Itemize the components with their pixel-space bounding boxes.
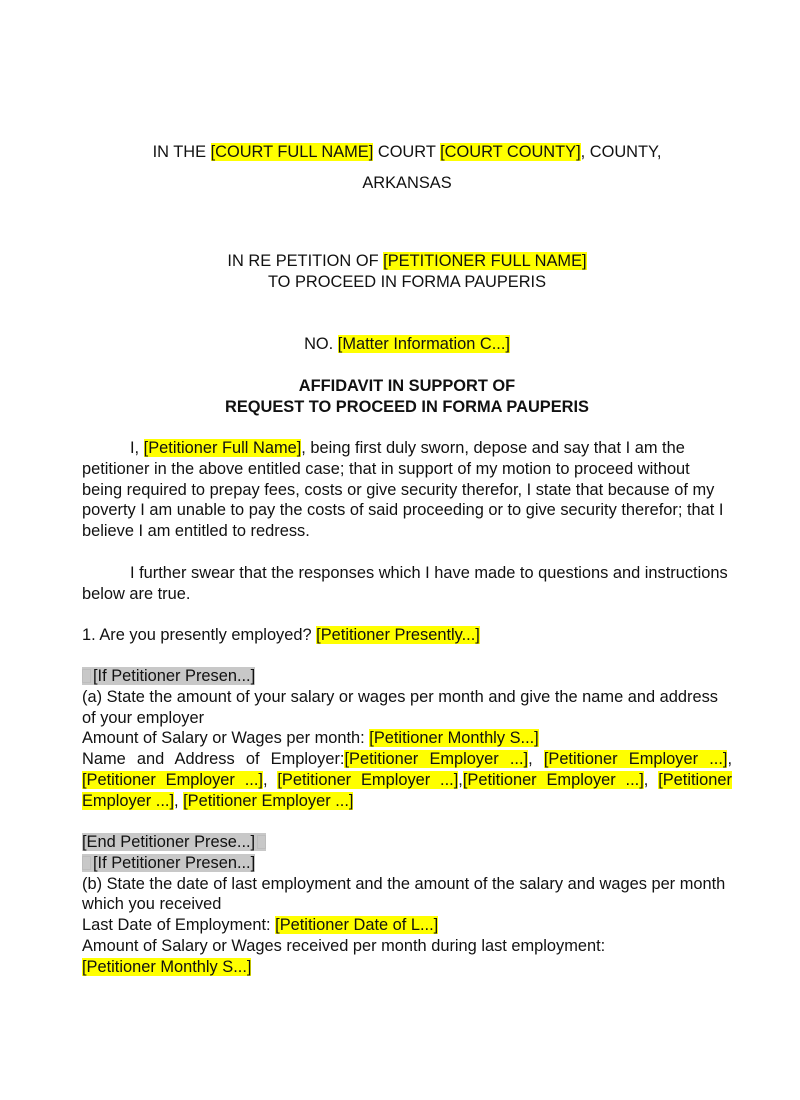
employer-field[interactable]: [Petitioner Employer ...] — [344, 750, 529, 769]
matter-number-label: NO. — [304, 335, 338, 353]
employer-field[interactable]: [Petitioner Employer ...] — [183, 791, 354, 810]
affidavit-heading-line1: AFFIDAVIT IN SUPPORT OF — [298, 377, 516, 395]
affidavit-heading — [82, 376, 732, 418]
caption-state: ARKANSAS — [362, 173, 452, 192]
condition-marker-icon — [82, 856, 91, 870]
part-b-section — [82, 832, 732, 978]
condition-if-present-label: [If Petitioner Presen...] — [93, 667, 256, 685]
last-employment-date-field[interactable]: [Petitioner Date of L...] — [275, 916, 439, 935]
matter-information-field[interactable]: [Matter Information C...] — [337, 335, 510, 353]
petitioner-full-name-field[interactable]: [PETITIONER FULL NAME] — [383, 252, 587, 270]
part-a-salary-label: Amount of Salary or Wages per month: — [82, 729, 370, 748]
employer-field[interactable]: [Petitioner Employer ...] — [543, 750, 728, 769]
question-1-text: 1. Are you presently employed? — [82, 626, 317, 644]
court-full-name-field[interactable]: [COURT FULL NAME] — [210, 143, 374, 161]
condition-end-present-tag[interactable] — [82, 833, 266, 851]
last-date-label: Last Date of Employment: — [82, 916, 276, 935]
employer-address-line: Name and Address of Employer:[Petitioner Employer ...], [Petitioner Employer ...], [Petitioner Employer ...], [Petitioner Employer ...],[Petitioner Employer ...], [Petitioner Employer ...], [Petitioner Employer ...] — [82, 750, 732, 810]
truth-statement-paragraph: I further swear that the responses which I have made to questions and instructions below are true. — [82, 564, 728, 603]
matter-number — [82, 334, 732, 355]
part-a-section — [82, 666, 732, 812]
monthly-salary-field[interactable]: [Petitioner Monthly S...] — [369, 729, 539, 748]
presently-employed-field[interactable]: [Petitioner Presently...] — [316, 626, 480, 644]
part-a-instruction: (a) State the amount of your salary or wages per month and give the name and address of your employer — [82, 687, 718, 727]
petitioner-name-field[interactable]: [Petitioner Full Name] — [143, 439, 302, 457]
part-b-instruction: (b) State the date of last employment and the amount of the salary and wages per month which you received — [82, 874, 726, 914]
caption-mid: COURT — [373, 143, 441, 161]
employer-field[interactable]: [Petitioner Employer ...] — [82, 770, 263, 789]
part-b-salary-label: Amount of Salary or Wages received per month during last employment: — [82, 936, 606, 955]
condition-if-present-tag[interactable] — [82, 667, 255, 685]
condition-marker-icon — [82, 669, 91, 683]
petition-prefix: IN RE PETITION OF — [227, 252, 384, 270]
employer-field[interactable]: [Petitioner Employer ...] — [462, 770, 644, 789]
employer-field[interactable]: [Petitioner Employer ...] — [82, 770, 732, 810]
court-caption — [82, 142, 732, 194]
sworn-statement-paragraph — [82, 438, 732, 542]
employer-field[interactable]: [Petitioner Employer ...] — [277, 770, 459, 789]
petition-title — [82, 251, 732, 293]
petition-subtitle: TO PROCEED IN FORMA PAUPERIS — [267, 272, 547, 291]
question-1 — [82, 625, 732, 646]
court-county-field[interactable]: [COURT COUNTY] — [440, 143, 581, 161]
last-monthly-salary-field[interactable]: [Petitioner Monthly S...] — [82, 957, 252, 976]
employer-label: Name and Address of Employer: — [82, 750, 345, 769]
para1-prefix: I, — [130, 439, 144, 457]
condition-if-present-label: [If Petitioner Presen...] — [93, 853, 256, 872]
condition-if-present-tag[interactable] — [82, 854, 255, 872]
condition-marker-icon — [257, 835, 266, 849]
caption-prefix: IN THE — [152, 143, 211, 161]
affidavit-heading-line2: REQUEST TO PROCEED IN FORMA PAUPERIS — [225, 397, 589, 416]
para1-body: , being first duly sworn, depose and say that I am the petitioner in the above entitled case; that in support of my motion to proceed without being required to prepay fees, costs or give security therefor, I state that because of my poverty I am unable to pay the costs of said proceeding or to give security therefor; that I believe I am entitled to redress. — [82, 439, 724, 541]
caption-suffix: , COUNTY, — [580, 143, 662, 161]
condition-end-present-label: [End Petitioner Prese...] — [82, 833, 256, 851]
